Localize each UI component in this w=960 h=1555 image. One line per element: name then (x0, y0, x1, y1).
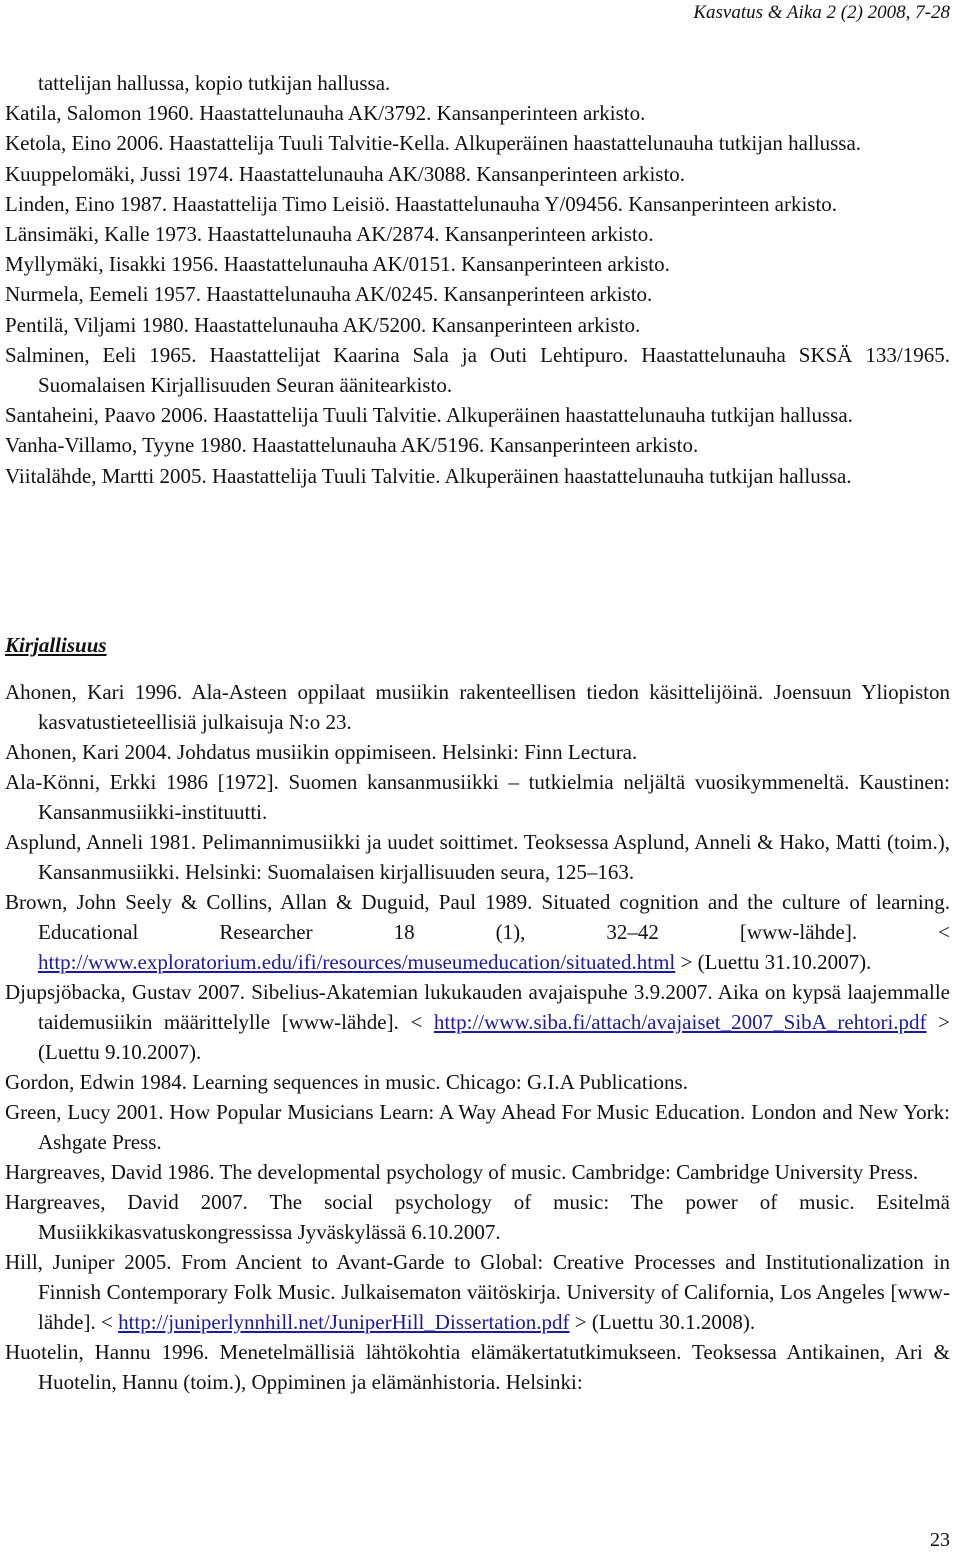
page-number: 23 (930, 1529, 950, 1551)
reference-entry: Green, Lucy 2001. How Popular Musicians Learn: A Way Ahead For Music Education. London and New York: Ashgate Press. (5, 1100, 950, 1154)
source-entry: Linden, Eino 1987. Haastattelija Timo Leisiö. Haastattelunauha Y/09456. Kansanperinteen arkisto. (5, 191, 838, 216)
reference-entry: Hargreaves, David 1986. The developmental psychology of music. Cambridge: Cambridge University Press. (5, 1160, 919, 1184)
literature-list (5, 677, 950, 1397)
reference-text: Djupsjöbacka, Gustav 2007. Sibelius-Akatemian lukukauden avajaispuhe 3.9.2007. Aika on kypsä laajemmalle taidemusiikin määrittelylle [www-lähde]. < (5, 980, 950, 1034)
interview-sources-list (5, 68, 950, 491)
source-entry: Viitalähde, Martti 2005. Haastattelija Tuuli Talvitie. Alkuperäinen haastattelunauha tutkijan hallussa. (5, 463, 852, 488)
reference-link[interactable]: http://www.siba.fi/attach/avajaiset_2007_SibA_rehtori.pdf (433, 1010, 927, 1034)
source-entry: tattelijan hallussa, kopio tutkijan hallussa. (38, 71, 391, 95)
reference-link[interactable]: http://juniperlynnhill.net/JuniperHill_Dissertation.pdf (118, 1310, 570, 1334)
reference-entry-hill (5, 1247, 950, 1337)
source-entry: Pentilä, Viljami 1980. Haastattelunauha AK/5200. Kansanperinteen arkisto. (5, 312, 641, 337)
reference-text: Hill, Juniper 2005. From Ancient to Avant-Garde to Global: Creative Processes and Institutionalization in Finnish Contemporary Folk Music. Julkaisematon väitöskirja. University of California, Los Angeles [www-lähde]. < (5, 1250, 950, 1334)
source-entry: Salminen, Eeli 1965. Haastattelijat Kaarina Sala ja Outi Lehtipuro. Haastattelunauha SKSÄ 133/1965. Suomalaisen Kirjallisuuden Seuran äänitearkisto. (5, 342, 950, 398)
source-entry: Katila, Salomon 1960. Haastattelunauha AK/3792. Kansanperinteen arkisto. (5, 101, 646, 126)
reference-entry: Ahonen, Kari 1996. Ala-Asteen oppilaat musiikin rakenteellisen tiedon käsittelijöinä. Joensuun Yliopiston kasvatustieteellisiä julkaisuja N:o 23. (5, 680, 950, 734)
source-entry: Nurmela, Eemeli 1957. Haastattelunauha AK/0245. Kansanperinteen arkisto. (5, 282, 653, 307)
source-entry: Myllymäki, Iisakki 1956. Haastattelunauha AK/0151. Kansanperinteen arkisto. (5, 252, 670, 277)
journal-header: Kasvatus & Aika 2 (2) 2008, 7-28 (693, 2, 950, 23)
reference-entry: Gordon, Edwin 1984. Learning sequences in music. Chicago: G.I.A Publications. (5, 1070, 688, 1094)
source-entry: Länsimäki, Kalle 1973. Haastattelunauha AK/2874. Kansanperinteen arkisto. (5, 222, 654, 247)
reference-entry: Asplund, Anneli 1981. Pelimannimusiikki ja uudet soittimet. Teoksessa Asplund, Anneli & Hako, Matti (toim.), Kansanmusiikki. Helsinki: Suomalaisen kirjallisuuden seura, 125–163. (5, 830, 950, 884)
source-entry: Vanha-Villamo, Tyyne 1980. Haastattelunauha AK/5196. Kansanperinteen arkisto. (5, 433, 699, 458)
reference-access-date: > (Luettu 30.1.2008). (574, 1310, 756, 1334)
reference-link[interactable]: http://www.exploratorium.edu/ifi/resources/museumeducation/situated.html (38, 950, 676, 974)
source-entry: Kuuppelomäki, Jussi 1974. Haastattelunauha AK/3088. Kansanperinteen arkisto. (5, 161, 686, 186)
source-entry: Ketola, Eino 2006. Haastattelija Tuuli Talvitie-Kella. Alkuperäinen haastattelunauha tutkijan hallussa. (5, 131, 862, 156)
reference-entry-brown (5, 887, 950, 977)
reference-entry-djupsjobacka (5, 977, 950, 1067)
reference-text: Brown, John Seely & Collins, Allan & Duguid, Paul 1989. Situated cognition and the culture of learning. Educational Researcher 18 (1), 32–42 [www-lähde]. < (5, 890, 950, 944)
reference-access-date: > (Luettu 31.10.2007). (680, 950, 872, 974)
reference-entry: Ahonen, Kari 2004. Johdatus musiikin oppimiseen. Helsinki: Finn Lectura. (5, 740, 638, 764)
reference-entry: Hargreaves, David 2007. The social psychology of music: The power of music. Esitelmä Musiikkikasvatuskongressissa Jyväskylässä 6.10.2007. (5, 1190, 950, 1244)
literature-heading: Kirjallisuus (5, 633, 107, 657)
reference-access-date: > (Luettu 9.10.2007). (38, 1010, 950, 1064)
reference-entry: Huotelin, Hannu 1996. Menetelmällisiä lähtökohtia elämäkertatutkimukseen. Teoksessa Antikainen, Ari & Huotelin, Hannu (toim.), Oppiminen ja elämänhistoria. Helsinki: (5, 1340, 950, 1394)
source-entry: Santaheini, Paavo 2006. Haastattelija Tuuli Talvitie. Alkuperäinen haastattelunauha tutkijan hallussa. (5, 403, 853, 428)
reference-entry: Ala-Könni, Erkki 1986 [1972]. Suomen kansanmusiikki – tutkielmia neljältä vuosikymmeneltä. Kaustinen: Kansanmusiikki-instituutti. (5, 770, 950, 824)
